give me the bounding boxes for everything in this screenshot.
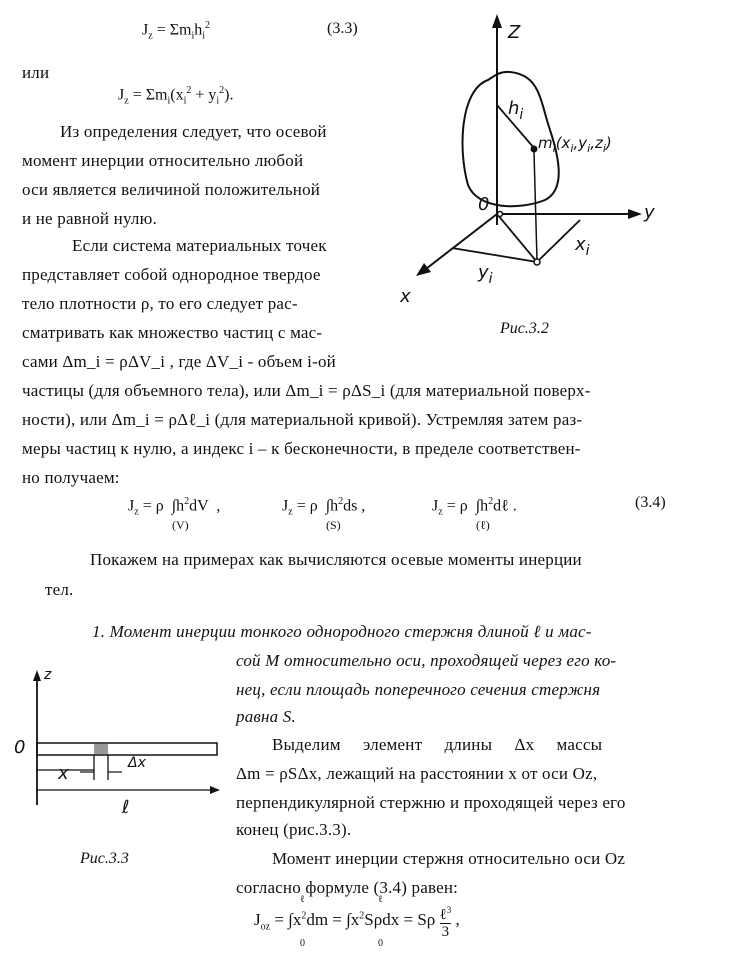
- z-axis-label: Z: [508, 22, 521, 43]
- example1-title-2: сой М относительно оси, проходящей через его ко-: [236, 651, 617, 670]
- point-mi: [531, 146, 538, 153]
- example1-title-3: нец, если площадь поперечного сечения стержня: [236, 680, 601, 699]
- y-axis-label: y: [644, 202, 655, 223]
- example1-title-1: 1. Момент инерции тонкого однородного стержня длиной ℓ и мас-: [92, 622, 592, 641]
- figure-3-3-caption: Рис.3.3: [80, 850, 129, 867]
- para2-line-9: но получаем:: [22, 468, 120, 487]
- example1-body-3: перпендикулярной стержню и проходящей через его: [236, 793, 626, 812]
- equation-3-3: $J_z = \Sigma m_ih_i^2$: [142, 20, 211, 42]
- para2-line-6: частицы (для объемного тела), или Δm_i = ρΔS_i (для материальной поверх-: [22, 381, 591, 400]
- x-axis-arrow: [416, 263, 431, 276]
- equation-number-3-3: (3.3): [327, 20, 358, 37]
- point-label: $m_i(x_i,y_i,z_i)$: [538, 134, 612, 155]
- rod: [37, 743, 217, 755]
- equation-number-3-4: (3.4): [635, 494, 666, 511]
- equation-3-4-curve: $J_z = \rho$ $\int h^2d\ell$ . (ℓ): [432, 496, 517, 532]
- para2-line-7: ности), или Δm_i = ρΔℓ_i (для материальной кривой). Устремляя затем раз-: [22, 410, 583, 429]
- origin-label: 0: [14, 737, 26, 758]
- final-formula: $J_{oz} = \int x^2dm = \int x^2S\rho dx = S\rho$ ℓ$^3$ 3 , ℓ 0 ℓ 0: [254, 894, 460, 949]
- figure-3-2: [390, 10, 690, 310]
- figure-3-3: [10, 655, 230, 825]
- para1-line-2: момент инерции относительно любой: [22, 151, 304, 170]
- h-label: $h_i$: [508, 98, 524, 123]
- equation-3-4-volume: $J_z = \rho$ $\int h^2dV$ , (V): [128, 496, 221, 532]
- figure-3-2-caption: Рис.3.2: [500, 320, 549, 337]
- equation-3-4-surface: $J_z = \rho$ $\int h^2ds$ , (S): [282, 496, 366, 532]
- para1-line-4: и не равной нулю.: [22, 209, 157, 228]
- example1-body-4: конец (рис.3.3).: [236, 820, 352, 839]
- para2-line-5: сами Δm_i = ρΔV_i , где ΔV_i - объем i-ой: [22, 352, 336, 371]
- y-axis-arrow: [628, 209, 642, 219]
- example1-body-6: согласно формуле (3.4) равен:: [236, 878, 459, 897]
- para2-line-4: сматривать как множество частиц с мас-: [22, 323, 323, 342]
- z-axis-arrow: [492, 14, 502, 28]
- example1-body-1: Выделим элемент длины Δx массы: [272, 735, 603, 754]
- para3-line-2: тел.: [45, 580, 74, 599]
- origin-label: 0: [478, 194, 490, 215]
- connector-word: или: [22, 63, 50, 82]
- para2-line-2: представляет собой однородное твердое: [22, 265, 321, 284]
- para2-line-8: меры частиц к нулю, а индекс i – к бесконечности, в пределе соответствен-: [22, 439, 581, 458]
- yi-label: $y_i$: [478, 262, 493, 287]
- equation-3-3-alt: $J_z = \Sigma m_i(x_i^2 + y_i^2)$.: [118, 85, 234, 107]
- example1-body-5: Момент инерции стержня относительно оси Oz: [272, 849, 626, 868]
- projection-line: [534, 152, 537, 260]
- xi-label: $x_i$: [575, 234, 590, 259]
- example1-body-2: Δm = ρSΔx, лежащий на расстоянии x от оси Oz,: [236, 764, 598, 783]
- example1-title-4: равна S.: [236, 707, 296, 726]
- para3-line-1: Покажем на примерах как вычисляются осевые моменты инерции: [90, 550, 582, 569]
- z-axis-label: z: [44, 667, 52, 683]
- l-label: ℓ: [122, 797, 130, 818]
- para1-line-1: Из определения следует, что осевой: [60, 122, 327, 141]
- dx-label: Δx: [128, 755, 146, 771]
- x-axis-label: x: [400, 286, 411, 307]
- para1-line-3: оси является величиной положительной: [22, 180, 321, 199]
- rod-element: [94, 743, 108, 755]
- x-label: x: [58, 763, 69, 784]
- para2-line-1: Если система материальных точек: [72, 236, 327, 255]
- z-axis-arrow: [33, 670, 41, 681]
- para2-line-3: тело плотности ρ, то его следует рас-: [22, 294, 298, 313]
